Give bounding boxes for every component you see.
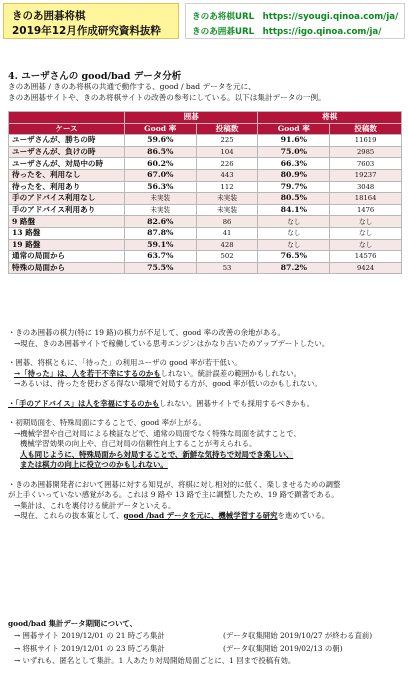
header-blank xyxy=(9,112,125,124)
row-igo-count: 225 xyxy=(196,135,258,147)
row-shogi-count: 18164 xyxy=(330,193,402,205)
note-line xyxy=(8,460,406,471)
row-shogi-count: 3048 xyxy=(330,181,402,193)
row-case: ユーザさんが、負けの時 xyxy=(9,146,125,158)
note-line: ・初期局面を、特殊局面にすることで、good 率が上がる。 xyxy=(8,418,206,427)
header-igo-count: 投稿数 xyxy=(196,123,258,135)
row-shogi-good-rate: なし xyxy=(258,216,330,228)
row-shogi-good-rate: 75.0% xyxy=(258,146,330,158)
row-shogi-good-rate: 76.5% xyxy=(258,251,330,263)
row-shogi-good-rate: なし xyxy=(258,239,330,251)
note-text: →現在、これらの抜本策として、 xyxy=(14,511,124,520)
header-igo: 囲碁 xyxy=(124,112,258,124)
period-igo xyxy=(8,630,406,642)
row-case: 通常の局面から xyxy=(9,251,125,263)
row-shogi-count: 14576 xyxy=(330,251,402,263)
row-igo-count: 226 xyxy=(196,158,258,170)
note-emphasis: 人も同じように、特殊局面から対局することで、新鮮な気持ちで対局でき楽しい、 xyxy=(20,449,294,459)
row-shogi-count: なし xyxy=(330,227,402,239)
note-line: ・きのあ囲碁の棋力(特に 19 路)の棋力が不足して、good 率の改善の余地がある。 xyxy=(8,328,285,337)
row-case: ユーザさんが、勝ちの時 xyxy=(9,135,125,147)
row-igo-good-rate: 未実装 xyxy=(124,204,196,216)
table-row xyxy=(9,158,402,170)
table-row xyxy=(9,181,402,193)
table-row xyxy=(9,216,402,228)
period-shogi xyxy=(8,643,406,655)
row-shogi-good-rate: 84.1% xyxy=(258,204,330,216)
table-row xyxy=(9,227,402,239)
note-text: しれない。統計誤差の範囲かもしれない。 xyxy=(160,368,302,378)
note-line xyxy=(8,369,406,380)
row-shogi-count: 9424 xyxy=(330,262,402,274)
table-column-header xyxy=(9,123,402,135)
row-shogi-count: 19237 xyxy=(330,169,402,181)
row-shogi-count: 11619 xyxy=(330,135,402,147)
table-row xyxy=(9,204,402,216)
note-emphasis: good /bad データを元に、機械学習する研究 xyxy=(123,511,278,520)
table-row xyxy=(9,193,402,205)
note-line: →機械学習や自己対局による検証などで、通常の局面でなく特殊な局面を試すことで、 xyxy=(14,428,301,438)
row-case: 特殊の局面から xyxy=(9,262,125,274)
row-shogi-good-rate: 80.9% xyxy=(258,169,330,181)
note-line: →あるいは、待ったを使わざる得ない環境で対局する方が、good 率が低いのかもしれない。 xyxy=(14,379,322,388)
row-igo-count: 443 xyxy=(196,169,258,181)
row-case: 手のアドバイス利用あり xyxy=(9,204,125,216)
row-igo-good-rate: 59.1% xyxy=(124,239,196,251)
header-shogi: 将棋 xyxy=(258,112,402,124)
row-shogi-count: なし xyxy=(330,239,402,251)
row-igo-good-rate: 67.0% xyxy=(124,169,196,181)
note-emphasis: または棋力の向上に役立つのかもしれない。 xyxy=(20,460,168,469)
period-igo-left: → 囲碁サイト 2019/12/01 の 21 時ごろ集計 xyxy=(14,631,165,641)
period-igo-right: (データ収集開始 2019/10/27 が終わる直前) xyxy=(223,631,373,641)
good-bad-table xyxy=(8,111,402,274)
title-banner xyxy=(3,3,179,39)
row-shogi-good-rate: 66.3% xyxy=(258,158,330,170)
row-igo-good-rate: 未実装 xyxy=(124,193,196,205)
row-igo-count: 53 xyxy=(196,262,258,274)
row-shogi-count: 1476 xyxy=(330,204,402,216)
note-line xyxy=(8,511,406,522)
period-note: → いずれも、匿名として集計。1 人あたり対局開始局面ごとに、1 回まで投稿有効。 xyxy=(14,656,296,666)
period-shogi-left: → 将棋サイト 2019/12/01 の 23 時ごろ集計 xyxy=(14,643,165,653)
row-igo-count: 86 xyxy=(196,216,258,228)
note-line: 機械学習効果の向上や、自己対局の信頼性向上することが考えられる。 xyxy=(20,439,257,448)
table-row xyxy=(9,262,402,274)
table-row xyxy=(9,146,402,158)
analysis-notes xyxy=(8,328,406,522)
note-line: →現在、きのあ囲碁サイトで稼働している思考エンジンはかなり古いためアップデートしたい。 xyxy=(14,338,330,348)
url-box xyxy=(185,3,405,39)
header-case: ケース xyxy=(9,123,125,135)
row-igo-count: 428 xyxy=(196,239,258,251)
row-igo-count: 41 xyxy=(196,227,258,239)
section-title: 4. ユーザさんの good/bad データ分析 xyxy=(8,71,182,82)
note-line: →集計は、これを裏付ける統計データといえる。 xyxy=(14,500,176,510)
brand-title: きのあ囲碁将棋 xyxy=(12,10,86,22)
note-line xyxy=(8,450,406,461)
row-case: 待ったを、利用あり xyxy=(9,181,125,193)
row-igo-count: 未実装 xyxy=(196,204,258,216)
table-row xyxy=(9,239,402,251)
note-line: ・囲碁、将棋ともに、「待った」の利用ユーザの good 率が若干低い。 xyxy=(8,358,242,367)
row-igo-good-rate: 60.2% xyxy=(124,158,196,170)
document-subtitle: 2019年12月作成研究資料抜粋 xyxy=(12,25,161,37)
note-line: が上手くいっていない感覚がある。これは 9 路や 13 路で主に調整したため、19 路で顕著である。 xyxy=(8,490,339,499)
note-emphasis: →「待った」は、人を若干不幸にするのかも xyxy=(14,368,161,378)
row-shogi-count: なし xyxy=(330,216,402,228)
row-igo-count: 104 xyxy=(196,146,258,158)
note-text: しれない。囲碁サイトでも採用するべきかも。 xyxy=(159,398,314,408)
note-line xyxy=(8,399,406,410)
row-igo-good-rate: 63.7% xyxy=(124,251,196,263)
row-igo-good-rate: 82.6% xyxy=(124,216,196,228)
intro-line: きのあ囲碁 / きのあ将棋の共通で動作する、good / bad データを元に、 xyxy=(8,82,256,91)
document-header xyxy=(3,3,405,43)
row-shogi-count: 7603 xyxy=(330,158,402,170)
header-shogi-good-rate: Good 率 xyxy=(258,123,330,135)
row-shogi-good-rate: なし xyxy=(258,227,330,239)
note-line: ・きのあ囲碁開発者において囲碁に対する知見が、将棋に対し相対的に低く、楽しませるための調整 xyxy=(8,479,341,489)
row-shogi-good-rate: 87.2% xyxy=(258,262,330,274)
row-shogi-good-rate: 91.6% xyxy=(258,135,330,147)
collection-period xyxy=(8,618,406,668)
row-igo-good-rate: 87.8% xyxy=(124,227,196,239)
period-shogi-right: (データ収集開始 2019/02/13 の朝) xyxy=(223,643,343,653)
row-igo-good-rate: 59.6% xyxy=(124,135,196,147)
note-emphasis: ・「手のアドバイス」は人を幸福にするのかも xyxy=(8,398,160,408)
row-case: 19 路盤 xyxy=(9,239,125,251)
intro-line: きのあ囲碁サイトや、きのあ将棋サイトの改善の参考にしている。以下は集計データの一例。 xyxy=(8,92,326,102)
table-row xyxy=(9,135,402,147)
table-group-header xyxy=(9,112,402,124)
row-shogi-good-rate: 79.7% xyxy=(258,181,330,193)
row-igo-good-rate: 75.5% xyxy=(124,262,196,274)
row-case: 待ったを、利用なし xyxy=(9,169,125,181)
row-igo-good-rate: 86.5% xyxy=(124,146,196,158)
header-shogi-count: 投稿数 xyxy=(330,123,402,135)
row-case: 13 路盤 xyxy=(9,227,125,239)
row-shogi-good-rate: 80.5% xyxy=(258,193,330,205)
row-shogi-count: 2985 xyxy=(330,146,402,158)
igo-url[interactable]: きのあ囲碁URL https://igo.qinoa.com/ja/ xyxy=(192,27,382,37)
row-igo-good-rate: 56.3% xyxy=(124,181,196,193)
period-heading: good/bad 集計データ期間について、 xyxy=(8,619,137,628)
row-igo-count: 未実装 xyxy=(196,193,258,205)
row-igo-count: 502 xyxy=(196,251,258,263)
row-igo-count: 112 xyxy=(196,181,258,193)
note-text: を進めている。 xyxy=(277,511,330,520)
section-intro xyxy=(8,82,404,103)
row-case: 9 路盤 xyxy=(9,216,125,228)
table-row xyxy=(9,251,402,263)
header-igo-good-rate: Good 率 xyxy=(124,123,196,135)
shogi-url[interactable]: きのあ将棋URL https://syougi.qinoa.com/ja/ xyxy=(192,12,399,22)
table-row xyxy=(9,169,402,181)
row-case: ユーザさんが、対局中の時 xyxy=(9,158,125,170)
row-case: 手のアドバイス利用なし xyxy=(9,193,125,205)
